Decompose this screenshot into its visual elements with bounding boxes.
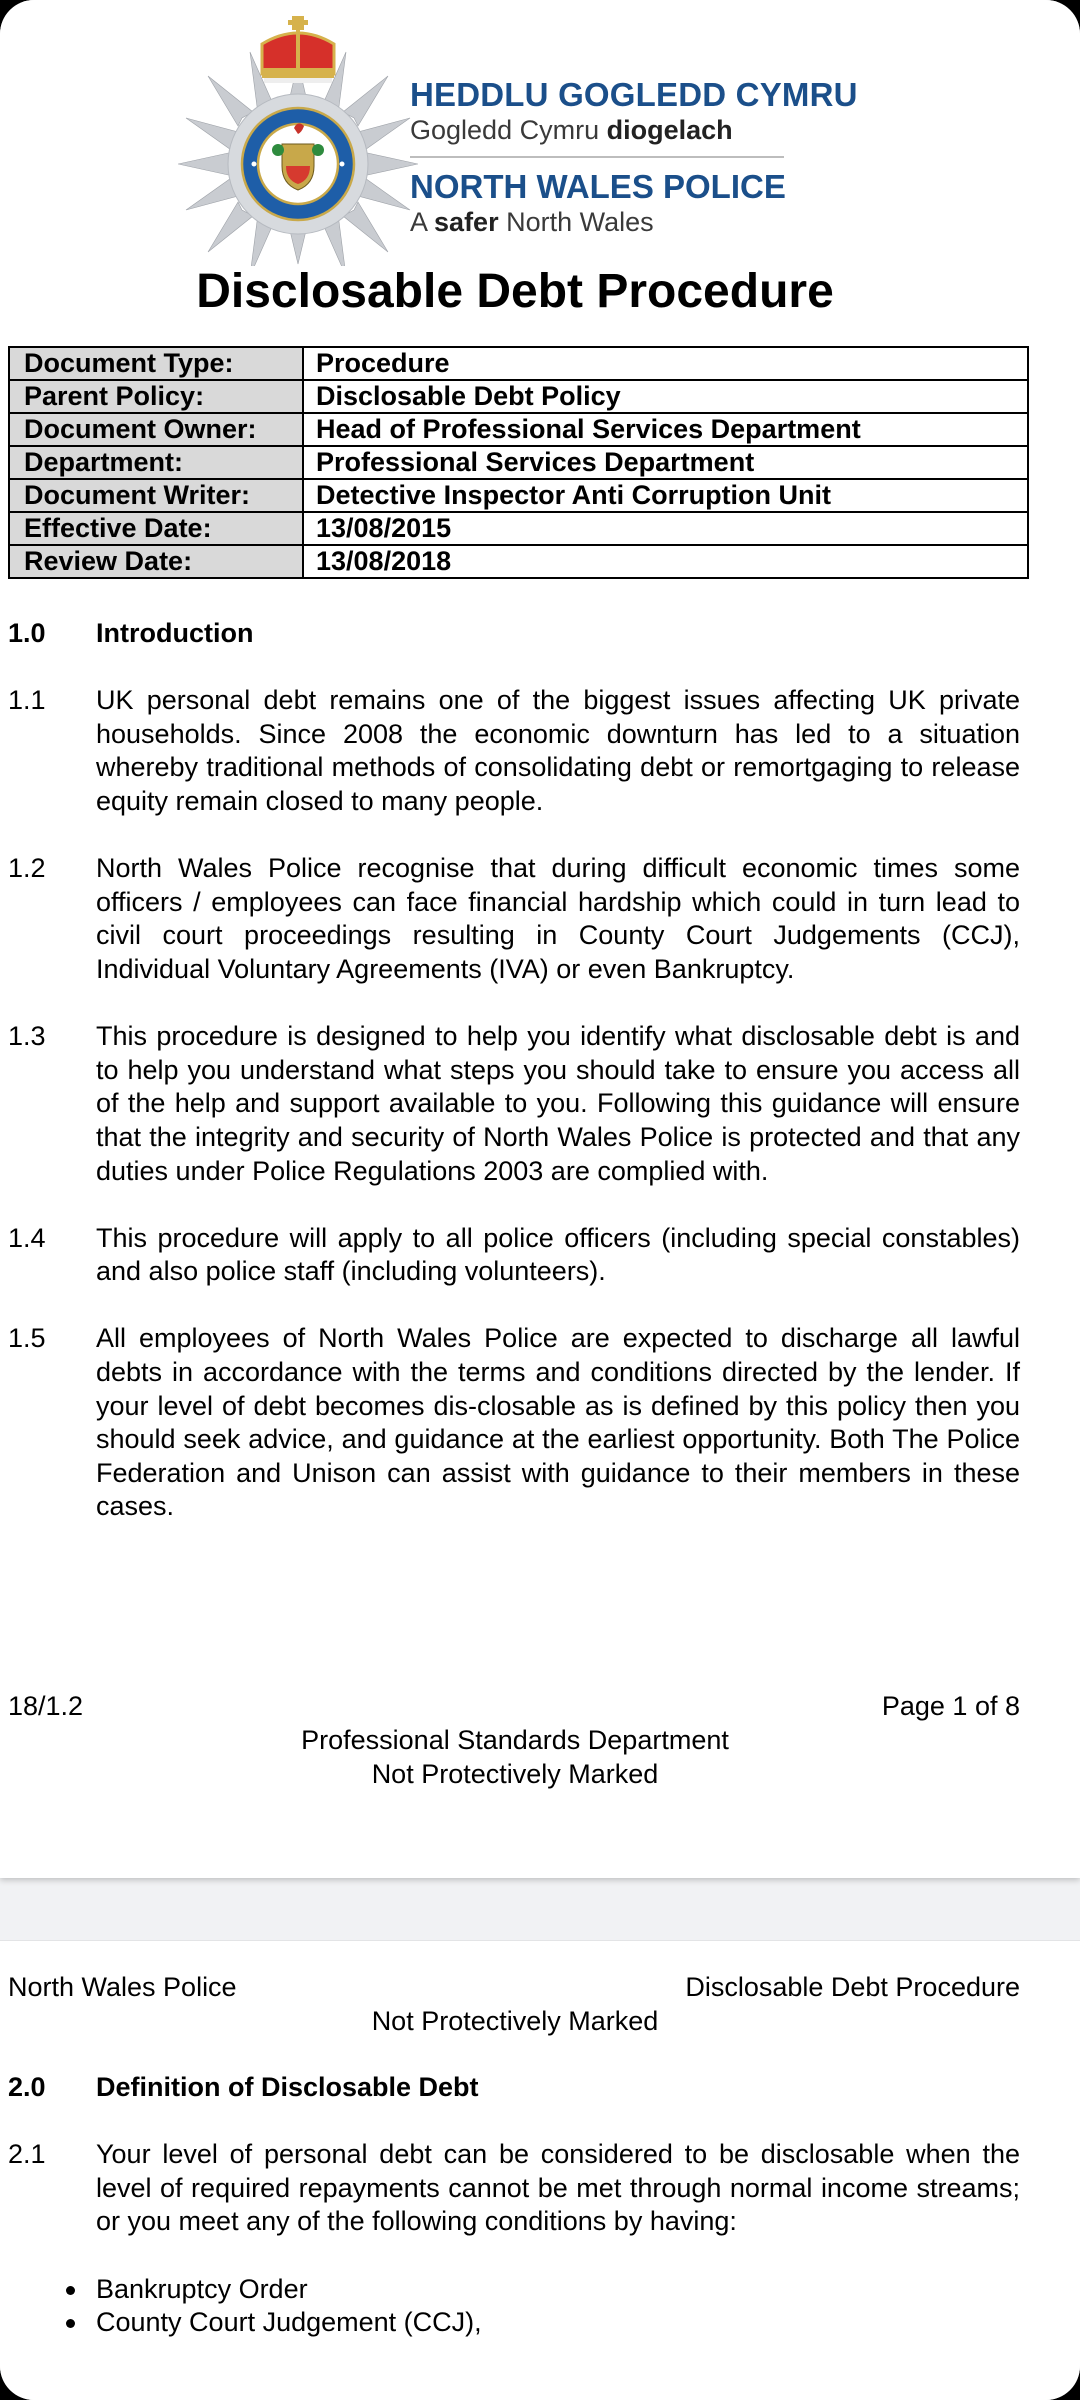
welsh-tagline: Gogledd Cymru diogelach	[410, 115, 733, 145]
footer-department: Professional Standards Department	[301, 1725, 729, 1755]
list-item: County Court Judgement (CCJ),	[8, 2306, 1020, 2340]
brand-wordmark	[410, 76, 858, 238]
bullet-icon	[66, 2319, 75, 2328]
document-metadata-table	[8, 346, 1029, 579]
police-badge-icon	[178, 14, 418, 266]
north-wales-police-logo	[178, 14, 878, 264]
table-row	[9, 413, 1028, 446]
metadata-value: Professional Services Department	[303, 446, 1028, 479]
metadata-label: Review Date:	[9, 545, 303, 578]
brand-divider	[410, 156, 784, 158]
table-row	[9, 347, 1028, 380]
paragraph-number: 2.1	[8, 2139, 46, 2170]
metadata-label: Parent Policy:	[9, 380, 303, 413]
table-row	[9, 545, 1028, 578]
bullet-icon	[66, 2286, 75, 2295]
page-1-body	[8, 617, 1020, 1524]
table-row	[9, 380, 1028, 413]
header-document-title: Disclosable Debt Procedure	[685, 1972, 1020, 2002]
metadata-value: Head of Professional Services Department	[303, 413, 1028, 446]
metadata-label: Department:	[9, 446, 303, 479]
metadata-label: Document Owner:	[9, 413, 303, 446]
metadata-value: Procedure	[303, 347, 1028, 380]
condition-list	[8, 2273, 1020, 2340]
header-organisation: North Wales Police	[8, 1972, 237, 2002]
table-row	[9, 512, 1028, 545]
metadata-label: Document Type:	[9, 347, 303, 380]
metadata-value: Detective Inspector Anti Corruption Unit	[303, 479, 1028, 512]
paragraph	[8, 1020, 1020, 1188]
welsh-force-name: HEDDLU GOGLEDD CYMRU	[410, 76, 858, 113]
section-title: Definition of Disclosable Debt	[96, 2072, 479, 2102]
table-row	[9, 446, 1028, 479]
metadata-value: 13/08/2015	[303, 512, 1028, 545]
paragraph	[8, 684, 1020, 818]
section-number: 1.0	[8, 618, 46, 648]
paragraph	[8, 852, 1020, 986]
footer-marking: Not Protectively Marked	[371, 1759, 659, 1789]
metadata-label: Document Writer:	[9, 479, 303, 512]
metadata-value: Disclosable Debt Policy	[303, 380, 1028, 413]
header-marking: Not Protectively Marked	[371, 2006, 659, 2036]
section-heading	[8, 2071, 1020, 2105]
document-page-2	[0, 1940, 1080, 2400]
table-row	[9, 479, 1028, 512]
document-title: Disclosable Debt Procedure	[196, 265, 834, 318]
page-2-body	[8, 2071, 1020, 2340]
paragraph-text: This procedure will apply to all police officers (including special constables) and also police staff (including volunteers).	[96, 1222, 1020, 1287]
paragraph-number: 1.4	[8, 1222, 46, 1253]
english-force-name: NORTH WALES POLICE	[410, 168, 786, 205]
paragraph-number: 1.5	[8, 1323, 46, 1354]
paragraph-number: 1.2	[8, 853, 46, 884]
english-tagline: A safer North Wales	[410, 207, 654, 237]
paragraph	[8, 1222, 1020, 1289]
metadata-value: 13/08/2018	[303, 545, 1028, 578]
paragraph-text: North Wales Police recognise that during difficult economic times some officers / employees can face financial hardship which could in turn lead to civil court proceedings resulting in County Court Judgements (CCJ), Individual Voluntary Agreements (IVA) or even Bankruptcy.	[96, 853, 1020, 984]
section-heading	[8, 617, 1020, 651]
section-number: 2.0	[8, 2072, 46, 2102]
list-item: Bankruptcy Order	[8, 2273, 1020, 2307]
metadata-label: Effective Date:	[9, 512, 303, 545]
paragraph-text: All employees of North Wales Police are expected to discharge all lawful debts in accordance with the terms and conditions directed by the lender. If your level of debt becomes dis-closable as is defined by this policy then you should seek advice, and guidance at the earliest opportunity. Both The Police Federation and Unison can assist with guidance to their members in these cases.	[96, 1323, 1020, 1522]
paragraph-number: 1.3	[8, 1021, 46, 1052]
paragraph-text: This procedure is designed to help you identify what disclosable debt is and to help you understand what steps you should take to ensure you access all of the help and support available to you. Following this guidance will ensure that the integrity and security of North Wales Police is protected and that any duties under Police Regulations 2003 are complied with.	[96, 1021, 1020, 1186]
paragraph-text: Your level of personal debt can be considered to be disclosable when the level of required repayments cannot be met through normal income streams; or you meet any of the following conditions by having:	[96, 2139, 1020, 2237]
section-title: Introduction	[96, 618, 254, 648]
page-indicator: Page 1 of 8	[881, 1691, 1020, 1721]
paragraph-text: UK personal debt remains one of the biggest issues affecting UK private households. Since 2008 the economic downturn has led to a situation whereby traditional methods of consolidating debt or remortgaging to release equity remain closed to many people.	[96, 685, 1020, 816]
paragraph-number: 1.1	[8, 685, 46, 716]
document-reference: 18/1.2	[8, 1691, 84, 1721]
paragraph	[8, 1322, 1020, 1524]
paragraph	[8, 2138, 1020, 2239]
